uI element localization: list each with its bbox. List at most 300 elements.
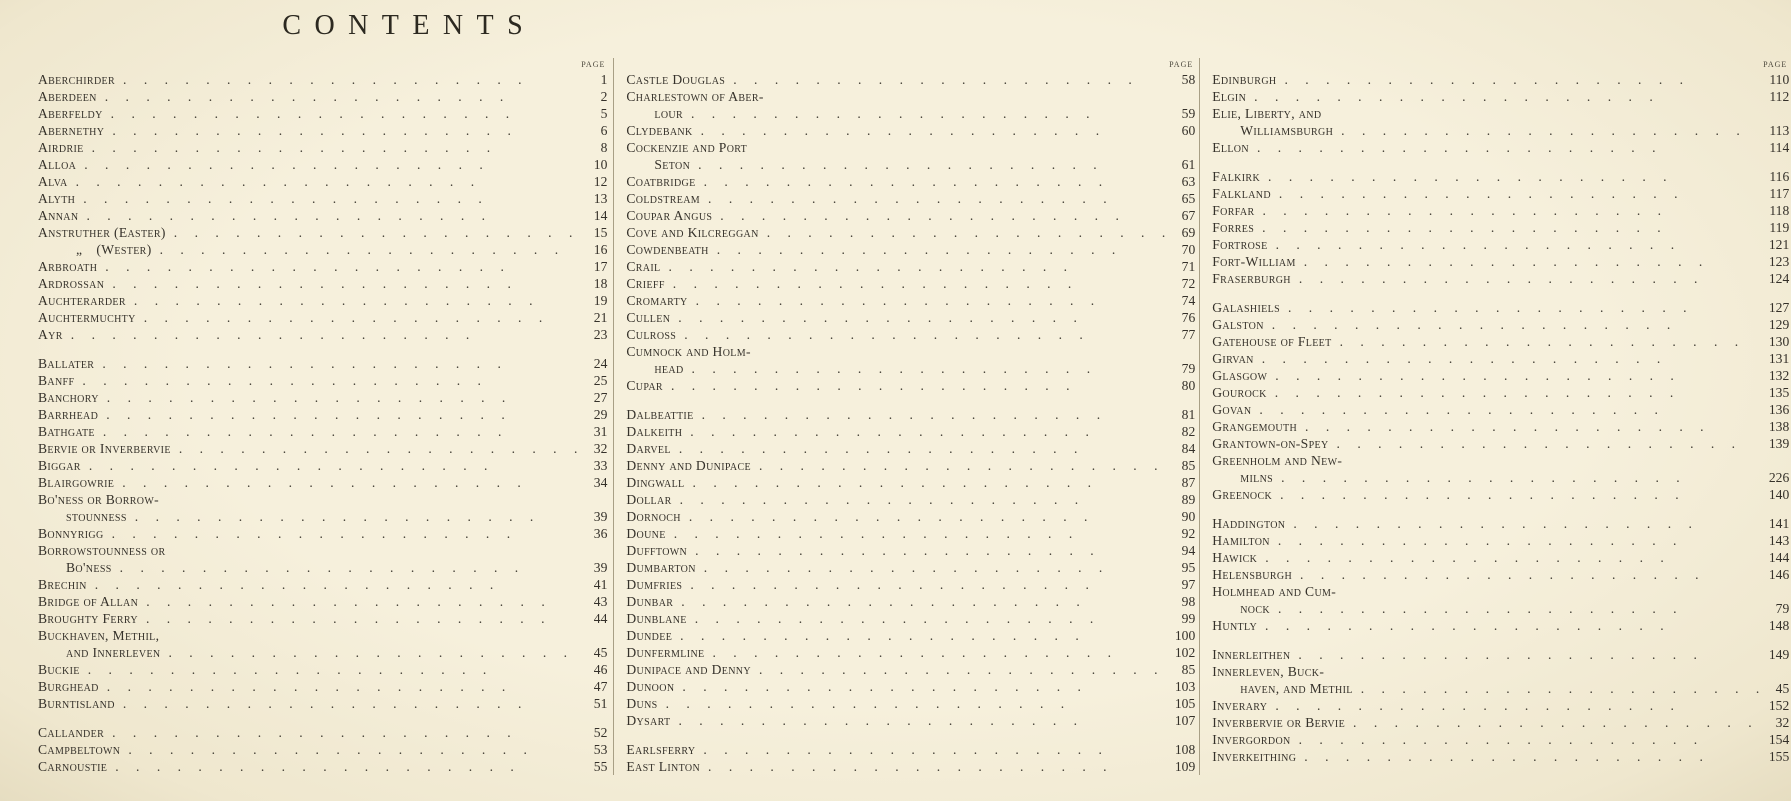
dot-leader	[680, 627, 1165, 644]
place-name: Invergordon	[1212, 732, 1291, 747]
place-name: Burghead	[38, 679, 99, 694]
dot-leader	[767, 224, 1166, 241]
toc-entry-line	[1212, 316, 1789, 333]
dot-leader	[1262, 350, 1760, 367]
toc-entry-line	[38, 525, 607, 542]
toc-entry-line	[38, 139, 607, 156]
toc-entry-line	[626, 627, 1195, 644]
toc-entry-line	[38, 741, 607, 758]
dot-leader	[690, 576, 1165, 593]
place-name: Dufftown	[626, 543, 688, 558]
section-gap	[38, 343, 607, 355]
page-number: 67	[1181, 208, 1196, 223]
place-name: Cowdenbeath	[626, 242, 709, 257]
toc-entry-line	[1212, 367, 1789, 384]
place-name: Forfar	[1212, 203, 1255, 218]
dot-leader	[160, 241, 578, 258]
place-name: Biggar	[38, 458, 81, 473]
dot-leader	[105, 258, 577, 275]
page-number: 55	[593, 759, 608, 774]
toc-entry-line	[1212, 532, 1789, 549]
toc-entry-line	[38, 610, 607, 627]
page-number: 152	[1768, 698, 1790, 713]
page-number: 12	[593, 174, 608, 189]
place-name: Glasgow	[1212, 368, 1268, 383]
dot-leader	[168, 644, 577, 661]
page-number: 72	[1181, 276, 1196, 291]
dot-leader	[102, 355, 577, 372]
toc-entry-line	[626, 173, 1195, 190]
toc-entry-line	[38, 644, 607, 661]
page-number: 92	[1181, 526, 1196, 541]
page-number: 82	[1181, 424, 1196, 439]
dot-leader	[693, 474, 1166, 491]
page-number: 103	[1174, 679, 1196, 694]
toc-entry-line	[626, 678, 1195, 695]
place-name: Grangemouth	[1212, 419, 1298, 434]
page-number: 27	[593, 390, 608, 405]
place-name: Innerleven, Buck-	[1212, 664, 1325, 679]
toc-entry-line	[38, 207, 607, 224]
place-name: Dornoch	[626, 509, 681, 524]
page-number: 32	[593, 441, 608, 456]
page-number: 18	[593, 276, 608, 291]
dot-leader	[671, 377, 1165, 394]
dot-leader	[1299, 270, 1759, 287]
page-number: 60	[1181, 123, 1196, 138]
place-name: Fraserburgh	[1212, 271, 1291, 286]
place-name: Govan	[1212, 402, 1252, 417]
place-name: Charlestown of Aber-	[626, 89, 764, 104]
dot-leader	[1288, 299, 1759, 316]
toc-entry-line	[38, 678, 607, 695]
place-name: Dunfermline	[626, 645, 705, 660]
page-number: 61	[1181, 157, 1196, 172]
page-column-header: PAGE	[581, 60, 606, 69]
toc-entry-line	[38, 292, 607, 309]
place-name: Auchtermuchty	[38, 310, 136, 325]
page-number: 36	[593, 526, 608, 541]
page-number: 102	[1174, 645, 1196, 660]
place-name: Culross	[626, 327, 677, 342]
toc-entry-line	[38, 190, 607, 207]
dot-leader	[122, 474, 577, 491]
toc-entry-line	[626, 712, 1195, 729]
place-name: Castle Douglas	[626, 72, 726, 87]
place-name: Williamsburgh	[1240, 123, 1334, 138]
dot-leader	[111, 105, 578, 122]
page-number: 53	[593, 742, 608, 757]
place-name: Edinburgh	[1212, 72, 1277, 87]
place-name: Coatbridge	[626, 174, 696, 189]
toc-entry-line	[1212, 185, 1789, 202]
place-name: Coupar Angus	[626, 208, 713, 223]
place-name: Cove and Kilcreggan	[626, 225, 759, 240]
dot-leader	[1337, 435, 1760, 452]
page-number: 15	[593, 225, 608, 240]
toc-entry-line	[38, 593, 607, 610]
page-number: 85	[1181, 458, 1196, 473]
page-number: 140	[1768, 487, 1790, 502]
toc-entry-line	[626, 326, 1195, 343]
dot-leader	[1361, 680, 1760, 697]
place-name: Dunipace and Denny	[626, 662, 751, 677]
dot-leader	[82, 372, 577, 389]
toc-entry-line	[1212, 663, 1789, 680]
page-number: 8	[600, 140, 608, 155]
place-name: Dumfries	[626, 577, 683, 592]
toc-entry-line	[626, 275, 1195, 292]
dot-leader	[690, 423, 1165, 440]
place-name: Haddington	[1212, 516, 1286, 531]
toc-entry-line	[38, 173, 607, 190]
toc-entry-line	[1212, 435, 1789, 452]
dot-leader	[681, 593, 1165, 610]
toc-entry-line	[626, 576, 1195, 593]
dot-leader	[112, 525, 578, 542]
page-number: 107	[1174, 713, 1196, 728]
page-number: 79	[1181, 361, 1196, 376]
place-name: Cockenzie and Port	[626, 140, 748, 155]
dot-leader	[1298, 646, 1759, 663]
toc-entry-line	[38, 88, 607, 105]
dot-leader	[86, 207, 577, 224]
dot-leader	[84, 156, 577, 173]
dot-leader	[1254, 88, 1759, 105]
place-name: Inverkeithing	[1212, 749, 1297, 764]
page-number: 141	[1768, 516, 1790, 531]
dot-leader	[733, 71, 1165, 88]
page-number: 110	[1769, 72, 1790, 87]
dot-leader	[76, 173, 578, 190]
page-number: 10	[593, 157, 608, 172]
page-number: 114	[1769, 140, 1790, 155]
toc-entry-line	[1212, 680, 1789, 697]
toc-entry-line	[1212, 452, 1789, 469]
dot-leader	[1278, 532, 1759, 549]
page-number: 44	[593, 611, 608, 626]
toc-entry-line	[38, 440, 607, 457]
toc-entry-line	[38, 576, 607, 593]
dot-leader	[134, 292, 577, 309]
toc-entry-line	[1212, 731, 1789, 748]
place-name: Anstruther (Easter)	[38, 225, 166, 240]
page-number: 51	[593, 696, 608, 711]
toc-entry-line	[38, 695, 607, 712]
page-number: 29	[593, 407, 608, 422]
page-number: 139	[1768, 436, 1790, 451]
place-name: Ayr	[38, 327, 63, 342]
toc-entry-line	[1212, 384, 1789, 401]
page-number: 32	[1775, 715, 1790, 730]
dot-leader	[1340, 333, 1760, 350]
dot-leader	[123, 695, 578, 712]
page-number: 47	[593, 679, 608, 694]
place-name: Broughty Ferry	[38, 611, 138, 626]
dot-leader	[1265, 617, 1759, 634]
toc-entry-line	[626, 105, 1195, 122]
place-name: Carnoustie	[38, 759, 108, 774]
page-number: 76	[1181, 310, 1196, 325]
toc-entry-line	[1212, 697, 1789, 714]
dot-leader	[146, 593, 577, 610]
toc-entry-line	[1212, 88, 1789, 105]
place-name: Alloa	[38, 157, 77, 172]
page-number: 45	[593, 645, 608, 660]
toc-entry-line	[1212, 299, 1789, 316]
toc-entry-line	[1212, 236, 1789, 253]
contents-column-2	[613, 58, 1199, 775]
section-gap	[1212, 287, 1789, 299]
place-name: Cumnock and Holm-	[626, 344, 751, 359]
page-number: 119	[1769, 220, 1790, 235]
place-name: Bo'ness or Borrow-	[38, 492, 159, 507]
toc-entry-line	[626, 190, 1195, 207]
toc-entry-line	[626, 88, 1195, 105]
page-number: 33	[593, 458, 608, 473]
dot-leader	[89, 457, 578, 474]
page-number: 74	[1181, 293, 1196, 308]
page-number: 118	[1769, 203, 1790, 218]
dot-leader	[115, 758, 577, 775]
page-number: 135	[1768, 385, 1790, 400]
place-name: Girvan	[1212, 351, 1254, 366]
toc-entry-line	[38, 423, 607, 440]
dot-leader	[712, 644, 1165, 661]
dot-leader	[678, 712, 1165, 729]
page-number: 90	[1181, 509, 1196, 524]
toc-entry-line	[38, 309, 607, 326]
page-number: 1	[600, 72, 608, 87]
toc-entry-line	[1212, 646, 1789, 663]
dot-leader	[759, 457, 1165, 474]
toc-entry-line	[626, 457, 1195, 474]
page-number: 16	[593, 242, 608, 257]
page-title: CONTENTS	[282, 10, 537, 41]
toc-entry-line	[1212, 202, 1789, 219]
place-name: Bo'ness	[66, 560, 112, 575]
page-number: 154	[1768, 732, 1790, 747]
toc-entry-line	[38, 122, 607, 139]
dot-leader	[83, 190, 577, 207]
place-name: Greenock	[1212, 487, 1273, 502]
place-name: Dalbeattie	[626, 407, 694, 422]
dot-leader	[107, 389, 578, 406]
toc-entry-line	[626, 741, 1195, 758]
dot-leader	[1305, 418, 1759, 435]
page-number: 131	[1768, 351, 1790, 366]
page-number: 63	[1181, 174, 1196, 189]
toc-entry-line	[626, 406, 1195, 423]
toc-entry-line	[626, 360, 1195, 377]
toc-entry-line	[626, 525, 1195, 542]
page-number: 121	[1768, 237, 1790, 252]
place-name: Doune	[626, 526, 666, 541]
toc-entry-line	[38, 389, 607, 406]
toc-entry-line	[626, 122, 1195, 139]
dot-leader	[1257, 139, 1759, 156]
place-name: Dysart	[626, 713, 671, 728]
toc-entry-line	[38, 258, 607, 275]
place-name: East Linton	[626, 759, 701, 774]
page-number: 70	[1181, 242, 1196, 257]
place-name: Banchory	[38, 390, 99, 405]
page-number: 108	[1174, 742, 1196, 757]
page-number: 109	[1174, 759, 1196, 774]
place-name: Aberdeen	[38, 89, 97, 104]
dot-leader	[666, 695, 1166, 712]
dot-leader	[1259, 401, 1759, 418]
toc-entry-line	[1212, 714, 1789, 731]
toc-entry-line	[38, 224, 607, 241]
place-name: Dollar	[626, 492, 672, 507]
place-name: Banff	[38, 373, 75, 388]
toc-entry-line	[1212, 270, 1789, 287]
toc-entry-line	[626, 224, 1195, 241]
page-number: 144	[1768, 550, 1790, 565]
page-number: 14	[593, 208, 608, 223]
dot-leader	[1304, 748, 1759, 765]
dot-leader	[144, 309, 578, 326]
toc-entry-line	[1212, 583, 1789, 600]
page-number: 23	[593, 327, 608, 342]
page-number: 21	[593, 310, 608, 325]
dot-leader	[691, 105, 1165, 122]
place-name: Cromarty	[626, 293, 688, 308]
place-name: Dunblane	[626, 611, 687, 626]
dot-leader	[1299, 731, 1760, 748]
page-number: 43	[593, 594, 608, 609]
contents-columns	[38, 58, 1790, 775]
page-column-header: PAGE	[1169, 60, 1194, 69]
place-name: Fort-William	[1212, 254, 1296, 269]
page-number: 127	[1768, 300, 1790, 315]
place-name: Holmhead and Cum-	[1212, 584, 1337, 599]
place-name: Campbeltown	[38, 742, 121, 757]
dot-leader	[679, 440, 1165, 457]
section-gap	[38, 712, 607, 724]
dot-leader	[88, 661, 578, 678]
page-number: 81	[1181, 407, 1196, 422]
page-number: 146	[1768, 567, 1790, 582]
page-number: 100	[1174, 628, 1196, 643]
place-name: Ardrossan	[38, 276, 105, 291]
dot-leader	[112, 275, 577, 292]
page-number: 149	[1768, 647, 1790, 662]
page-number: 41	[593, 577, 608, 592]
dot-leader	[1262, 219, 1759, 236]
toc-entry-line	[626, 542, 1195, 559]
place-name: Ballater	[38, 356, 95, 371]
dot-leader	[1353, 714, 1759, 731]
page-number: 117	[1769, 186, 1790, 201]
dot-leader	[682, 678, 1165, 695]
toc-entry-line	[626, 156, 1195, 173]
page-number: 25	[593, 373, 608, 388]
dot-leader	[1300, 566, 1759, 583]
dot-leader	[1278, 600, 1759, 617]
toc-entry-line	[38, 508, 607, 525]
toc-entry-line	[1212, 486, 1789, 503]
page-number: 148	[1768, 618, 1790, 633]
dot-leader	[703, 741, 1165, 758]
place-name: Buckie	[38, 662, 80, 677]
dot-leader	[684, 326, 1165, 343]
dot-leader	[179, 440, 578, 457]
page-number: 138	[1768, 419, 1790, 434]
place-name: Inverary	[1212, 698, 1268, 713]
page-number: 77	[1181, 327, 1196, 342]
toc-entry-line	[1212, 168, 1789, 185]
toc-entry-line	[38, 559, 607, 576]
page-number: 80	[1181, 378, 1196, 393]
page-number: 143	[1768, 533, 1790, 548]
place-name: Elie, Liberty, and	[1212, 106, 1322, 121]
place-name: Inverbervie or Bervie	[1212, 715, 1346, 730]
place-name: Huntly	[1212, 618, 1258, 633]
place-name: Duns	[626, 696, 658, 711]
place-name: Gatehouse of Fleet	[1212, 334, 1332, 349]
page-number: 79	[1775, 601, 1790, 616]
place-name: Crail	[626, 259, 661, 274]
dot-leader	[695, 542, 1165, 559]
toc-entry-line	[38, 491, 607, 508]
dot-leader	[95, 576, 578, 593]
dot-leader	[1268, 168, 1759, 185]
dot-leader	[1276, 236, 1760, 253]
page-number: 124	[1768, 271, 1790, 286]
page-number: 19	[593, 293, 608, 308]
page-number: 99	[1181, 611, 1196, 626]
dot-leader	[1279, 185, 1759, 202]
place-name: Galashiels	[1212, 300, 1280, 315]
place-name: Dunbar	[626, 594, 674, 609]
toc-entry-line	[626, 139, 1195, 156]
dot-leader	[701, 122, 1166, 139]
place-name: Elgin	[1212, 89, 1247, 104]
place-name: Blairgowrie	[38, 475, 115, 490]
dot-leader	[112, 724, 577, 741]
dot-leader	[1272, 316, 1760, 333]
dot-leader	[692, 360, 1166, 377]
dot-leader	[174, 224, 578, 241]
place-name: Seton	[654, 157, 691, 172]
place-name: Greenholm and New-	[1212, 453, 1343, 468]
toc-entry-line	[38, 156, 607, 173]
toc-entry-line	[626, 71, 1195, 88]
toc-entry-line	[38, 326, 607, 343]
page-number: 45	[1775, 681, 1790, 696]
toc-entry-line	[626, 661, 1195, 678]
place-name: Dumbarton	[626, 560, 696, 575]
place-name: Coldstream	[626, 191, 701, 206]
place-name: Galston	[1212, 317, 1264, 332]
toc-entry-line	[38, 275, 607, 292]
page-number: 226	[1768, 470, 1790, 485]
toc-entry-line	[38, 724, 607, 741]
page-number: 89	[1181, 492, 1196, 507]
place-name: Grantown-on-Spey	[1212, 436, 1329, 451]
place-name: Denny and Dunipace	[626, 458, 751, 473]
place-name: Dingwall	[626, 475, 685, 490]
place-name: Brechin	[38, 577, 87, 592]
page-number: 2	[600, 89, 608, 104]
place-name: and Innerleven	[66, 645, 161, 660]
section-gap	[626, 729, 1195, 741]
toc-entry-line	[1212, 401, 1789, 418]
dot-leader	[1280, 486, 1759, 503]
place-name: Alyth	[38, 191, 76, 206]
